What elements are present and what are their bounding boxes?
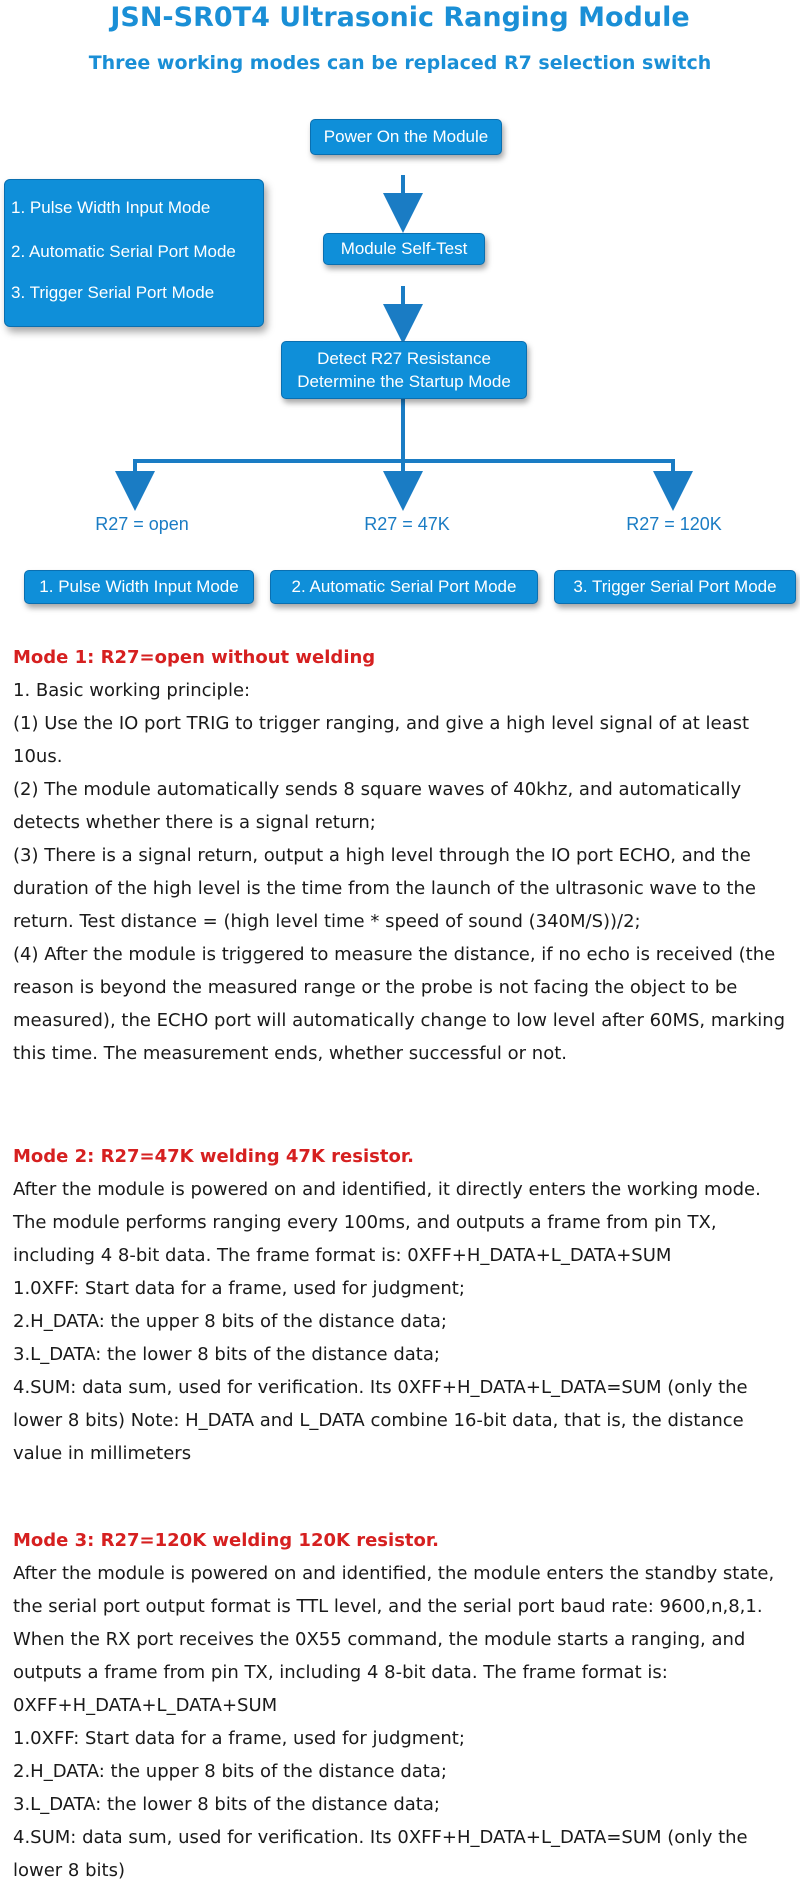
mode1-heading: Mode 1: R27=open without welding	[13, 647, 376, 668]
mode3-line: 3.L_DATA: the lower 8 bits of the distance data;	[13, 1794, 440, 1815]
mode2-line: 4.SUM: data sum, used for verification. Its 0XFF+H_DATA+L_DATA=SUM (only the lower 8 bits) Note: H_DATA and L_DATA combine 16-bit data, that is, the distance value in millimeters	[13, 1377, 748, 1464]
mode-list-box	[4, 179, 264, 327]
mode1-line: (2) The module automatically sends 8 square waves of 40khz, and automatically detects whether there is a signal return;	[13, 779, 742, 833]
mode3-line: 1.0XFF: Start data for a frame, used for judgment;	[13, 1728, 465, 1749]
mode3-section	[13, 1524, 793, 1887]
power-on-label: Power On the Module	[323, 127, 489, 146]
self-test-label: Module Self-Test	[340, 239, 468, 258]
mode2-line: 2.H_DATA: the upper 8 bits of the distance data;	[13, 1311, 447, 1332]
branch-condition-47k: R27 = 47K	[364, 514, 450, 534]
mode2-line: 3.L_DATA: the lower 8 bits of the distance data;	[13, 1344, 440, 1365]
mode2-line: 1.0XFF: Start data for a frame, used for judgment;	[13, 1278, 465, 1299]
mode1-line: 1. Basic working principle:	[13, 680, 251, 701]
mode-list-item-2: 2. Automatic Serial Port Mode	[11, 242, 236, 261]
mode1-line: (1) Use the IO port TRIG to trigger ranging, and give a high level signal of at least 10us.	[13, 713, 750, 767]
mode3-line: 2.H_DATA: the upper 8 bits of the distance data;	[13, 1761, 447, 1782]
mode-box-automatic-serial	[270, 570, 538, 604]
page-title: JSN-SR0T4 Ultrasonic Ranging Module	[110, 2, 690, 33]
mode-list-item-1: 1. Pulse Width Input Mode	[11, 198, 211, 217]
self-test-box	[323, 233, 485, 265]
mode-box-automatic-serial-label: 2. Automatic Serial Port Mode	[291, 577, 517, 596]
mode-box-trigger-serial-label: 3. Trigger Serial Port Mode	[573, 577, 777, 596]
power-on-box	[310, 119, 502, 155]
mode2-line: After the module is powered on and identified, it directly enters the working mode. The module performs ranging every 100ms, and outputs a frame from pin TX, including 4 8-bit data. The frame format is: 0XFF+H_DATA+L_DATA+SUM	[13, 1179, 761, 1266]
mode3-line: After the module is powered on and identified, the module enters the standby state, the serial port output format is TTL level, and the serial port baud rate: 9600,n,8,1. When the RX port receives the 0X55 command, the module starts a ranging, and outputs a frame from pin TX, including 4 8-bit data. The frame format is: 0XFF+H_DATA+L_DATA+SUM	[13, 1563, 775, 1716]
mode1-line: (4) After the module is triggered to measure the distance, if no echo is received (the reason is beyond the measured range or the probe is not facing the object to be measured), the ECHO port will automatically change to low level after 60MS, marking this time. The measurement ends, whether successful or not.	[13, 944, 786, 1064]
branch-condition-open: R27 = open	[95, 514, 189, 534]
mode1-line: (3) There is a signal return, output a high level through the IO port ECHO, and the duration of the high level is the time from the launch of the ultrasonic wave to the return. Test distance = (high level time * speed of sound (340M/S))/2;	[13, 845, 756, 932]
page-subtitle: Three working modes can be replaced R7 selection switch	[88, 52, 712, 74]
mode-box-pulse-width-label: 1. Pulse Width Input Mode	[39, 577, 239, 596]
mode3-line: 4.SUM: data sum, used for verification. Its 0XFF+H_DATA+L_DATA=SUM (only the lower 8 bits)	[13, 1827, 748, 1881]
detect-label-line1: Detect R27 Resistance	[317, 349, 491, 368]
mode3-heading: Mode 3: R27=120K welding 120K resistor.	[13, 1530, 440, 1551]
mode2-heading: Mode 2: R27=47K welding 47K resistor.	[13, 1146, 414, 1167]
mode2-section	[13, 1140, 793, 1470]
mode-box-pulse-width	[24, 570, 254, 604]
branch-condition-120k: R27 = 120K	[626, 514, 722, 534]
detect-box	[281, 341, 527, 399]
detect-label-line2: Determine the Startup Mode	[297, 372, 511, 391]
mode1-section	[13, 641, 793, 1070]
mode-list-item-3: 3. Trigger Serial Port Mode	[11, 283, 215, 302]
mode-box-trigger-serial	[554, 570, 796, 604]
